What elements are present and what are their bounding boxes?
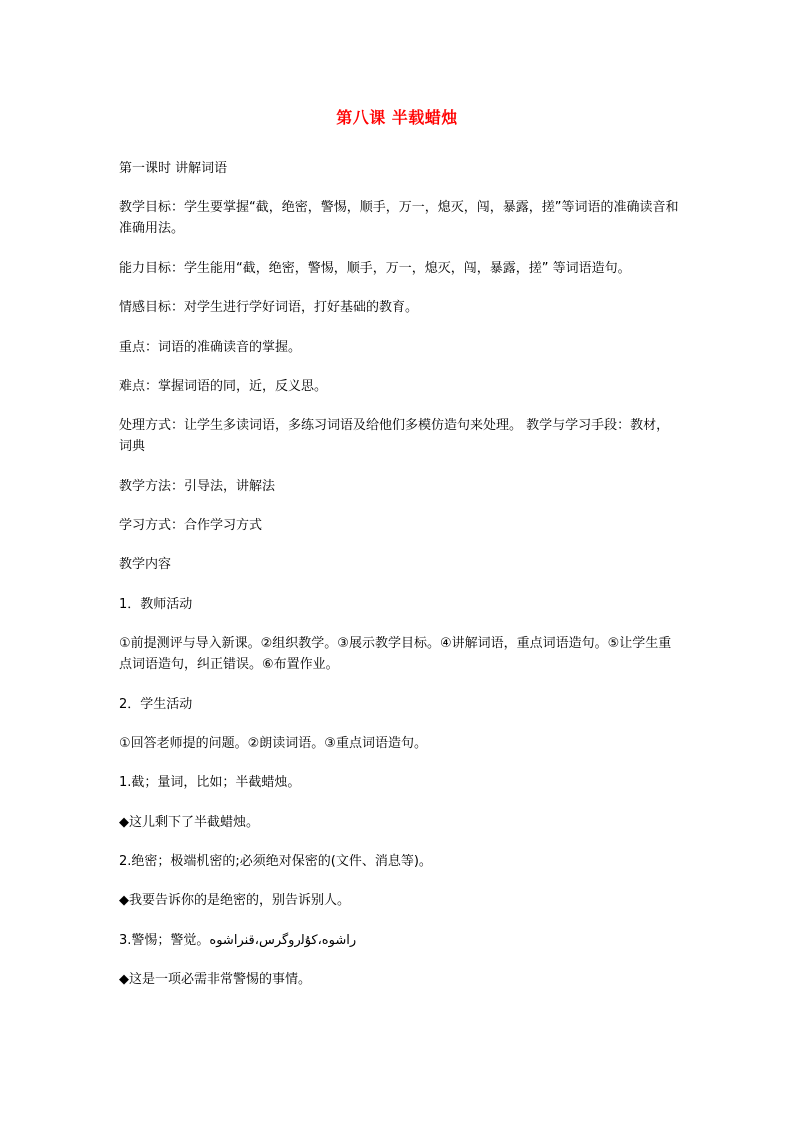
lesson-period: 第一课时 讲解词语 (119, 161, 228, 176)
teaching-goal: 教学目标：学生要掌握“截，绝密，警惕，顺手，万一，熄灭，闯，暴露，搓”等词语的准确读音和准确用法。 (119, 200, 679, 236)
word-3-definition: 3.警惕；警觉。ﺭﺍﺷﻮﻩ،ﻛﯘﻟﺭﻭﮔﺮﺱ،ﻗﻨﺮﺍﺷﻮﻩ (119, 933, 357, 948)
ability-goal: 能力目标：学生能用“截，绝密，警惕，顺手，万一，熄灭，闯，暴露，搓” 等词语造句。 (119, 261, 631, 276)
student-activity-heading: 2．学生活动 (119, 697, 193, 712)
teacher-activity-heading: 1．教师活动 (119, 597, 193, 612)
word-2-definition: 2.绝密；极端机密的;必须绝对保密的(文件、消息等)。 (119, 854, 432, 869)
difficult-point: 难点：掌握词语的同，近，反义思。 (119, 379, 328, 394)
key-point: 重点：词语的准确读音的掌握。 (119, 340, 302, 355)
teaching-method: 教学方法：引导法，讲解法 (119, 479, 276, 494)
word-3-example: ◆这是一项必需非常警惕的事情。 (119, 972, 311, 987)
word-1-definition: 1.截；量词，比如；半截蜡烛。 (119, 775, 301, 790)
teaching-content-heading: 教学内容 (119, 557, 172, 572)
word-2-example: ◆我要告诉你的是绝密的，别告诉别人。 (119, 893, 350, 908)
emotion-goal: 情感目标：对学生进行学好词语，打好基础的教育。 (119, 300, 419, 315)
learning-method: 学习方式：合作学习方式 (119, 518, 263, 533)
teacher-activity-list: ①前提测评与导入新课。②组织教学。③展示教学目标。④讲解词语，重点词语造句。⑤让学生重点词语造句，纠正错误。⑥布置作业。 (119, 636, 672, 672)
student-activity-list: ①回答老师提的问题。②朗读词语。③重点词语造句。 (119, 736, 427, 751)
lesson-title: 第八课 半载蜡烛 (336, 108, 458, 127)
word-1-example: ◆这儿剩下了半截蜡烛。 (119, 815, 259, 830)
handling-method: 处理方式：让学生多读词语，多练习词语及给他们多模仿造句来处理。 教学与学习手段：教材，词典 (119, 418, 670, 454)
